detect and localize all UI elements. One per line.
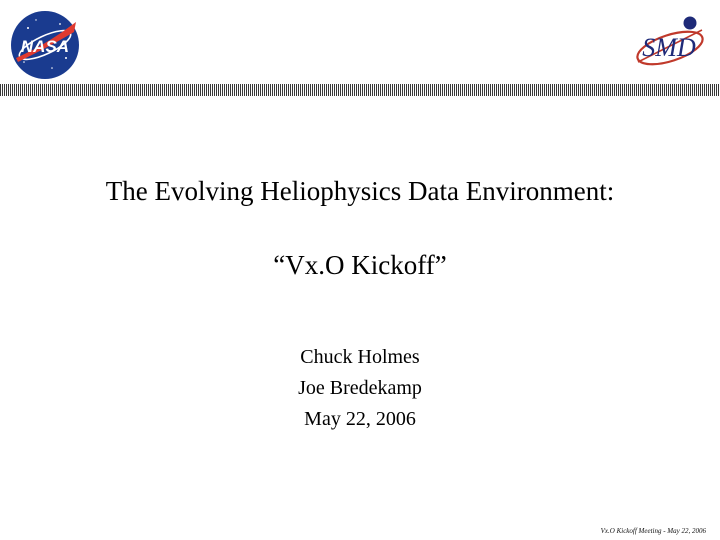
smd-logo-text: SMD	[642, 33, 696, 62]
smd-logo-icon	[632, 14, 708, 76]
header-divider-bar	[0, 84, 720, 96]
slide-subtitle: “Vx.O Kickoff”	[273, 250, 447, 280]
slide-footer: Vx.O Kickoff Meeting - May 22, 2006	[600, 527, 706, 535]
nasa-logo-text: NASA	[20, 37, 70, 56]
presentation-date: May 22, 2006	[304, 408, 416, 430]
nasa-meatball-icon	[8, 8, 82, 82]
author-name: Joe Bredekamp	[298, 377, 422, 399]
slide-title: The Evolving Heliophysics Data Environment:	[105, 176, 615, 206]
author-name: Chuck Holmes	[300, 346, 420, 368]
author-block	[0, 342, 720, 435]
